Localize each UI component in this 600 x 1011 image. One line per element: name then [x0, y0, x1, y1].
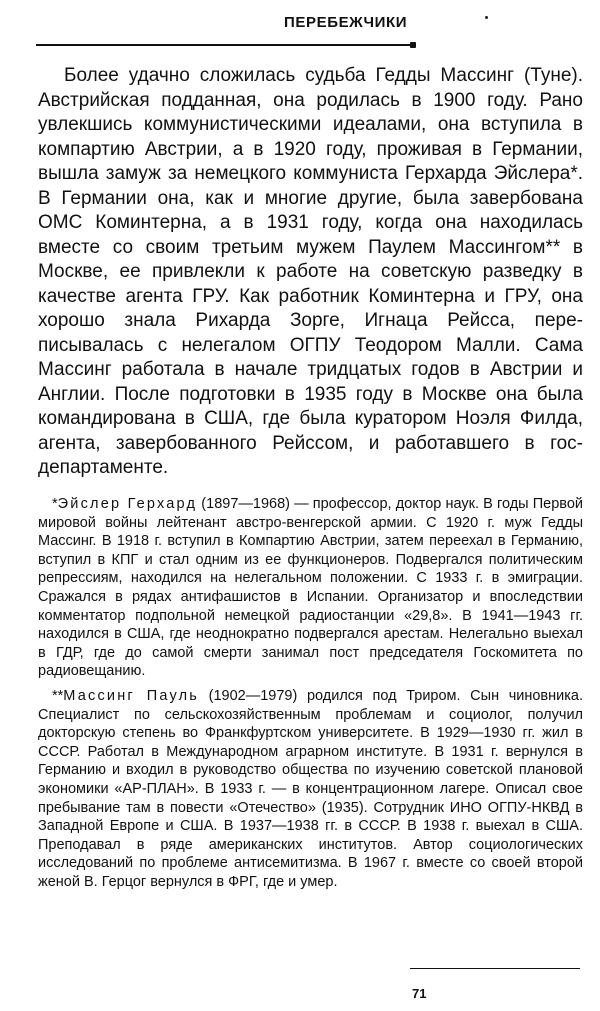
footnote-text: (1897—1968) — профессор, доктор наук. В годы Первой мировой войны лейтенант австро-венгерской армии. С 1920 г. муж Гедды Массинг. В 1918 г. вступил в Компартию Австрии, затем переехал в Германию, вступил в КПГ и стал одним из ее функционеров. Подвергался политическим репрессиям, находился на нелегальном положении. С 1933 г. в эмиграции. Сражался в рядах антифашистов в Испании. Организатор и впоследствии комментатор подпольной немецкой радиостанции «29,8». В 1941—1943 гг. находился в США, где неоднократно подвергался арестам. Нелегально выехал в ГДР, где до самой смерти занимал пост председателя Госкомитета по радиовещанию. [38, 496, 583, 680]
print-speck [485, 16, 488, 19]
footnote-massing [38, 687, 583, 892]
footnote-mark: ** [52, 687, 64, 704]
footnotes [38, 495, 583, 897]
header-rule [36, 44, 416, 46]
running-head: ПЕРЕБЕЖЧИКИ [284, 14, 408, 31]
page-number: 71 [412, 986, 427, 1001]
footnote-text: (1902—1979) родился под Триром. Сын чиновника. Специалист по сельскохозяйственным проблемам и социолог, получил докторскую степень во Франкфуртском университете. В 1929—1930 гг. жил в СССР. Работал в Международном аграрном институте. В 1931 г. вернулся в Германию и входил в руководство общества по изучению советской плановой экономики «АР-ПЛАН». В 1933 г. — в концентрационном лагере. Описал свое пребывание там в повести «Отечество» (1935). Сотрудник ИНО ОГПУ-НКВД в Западной Европе и США. В 1937—1938 гг. в СССР. В 1938 г. выехал в США. Преподавал в ряде американских институтов. Автор социологических исследований по проблеме антисемитизма. В 1967 г. вместе со своей второй женой В. Герцог вернулся в ФРГ, где и умер. [38, 687, 584, 890]
header-rule-mark [410, 42, 416, 48]
footnote-name: Эйслер Герхард [57, 496, 198, 512]
footnote-name: Массинг Пауль [63, 687, 200, 704]
footer-rule [410, 968, 580, 969]
footnote-mark: * [52, 496, 58, 512]
main-paragraph: Более удачно сложилась судьба Гедды Массинг (Туне). Австрийская подданная, она родилась в 1900 году. Рано увлекшись коммунистическими идеалами, она вступила в компартию Австрии, а в 1920 году, проживая в Германии, вышла замуж за немецкого коммуниста Герхарда Эйслера*. В Германии она, как и многие другие, была завербована ОМС Коминтерна, а в 1931 году, когда она находилась вместе со своим третьим мужем Паулем Массингом** в Москве, ее привлекли к работе на советскую разведку в качестве агента ГРУ. Как работник Коминтерна и ГРУ, она хорошо знала Рихарда Зорге, Игнаца Рейсса, переписывалась с нелегалом ОГПУ Теодором Малли. Сама Массинг работала в начале тридцатых годов в Австрии и Англии. После подготовки в 1935 году в Москве она была командирована в США, где была куратором Ноэля Филда, агента, завербованного Рейссом, и работавшего в госдепартаменте. [38, 65, 583, 478]
footnote-eisler [38, 495, 583, 681]
